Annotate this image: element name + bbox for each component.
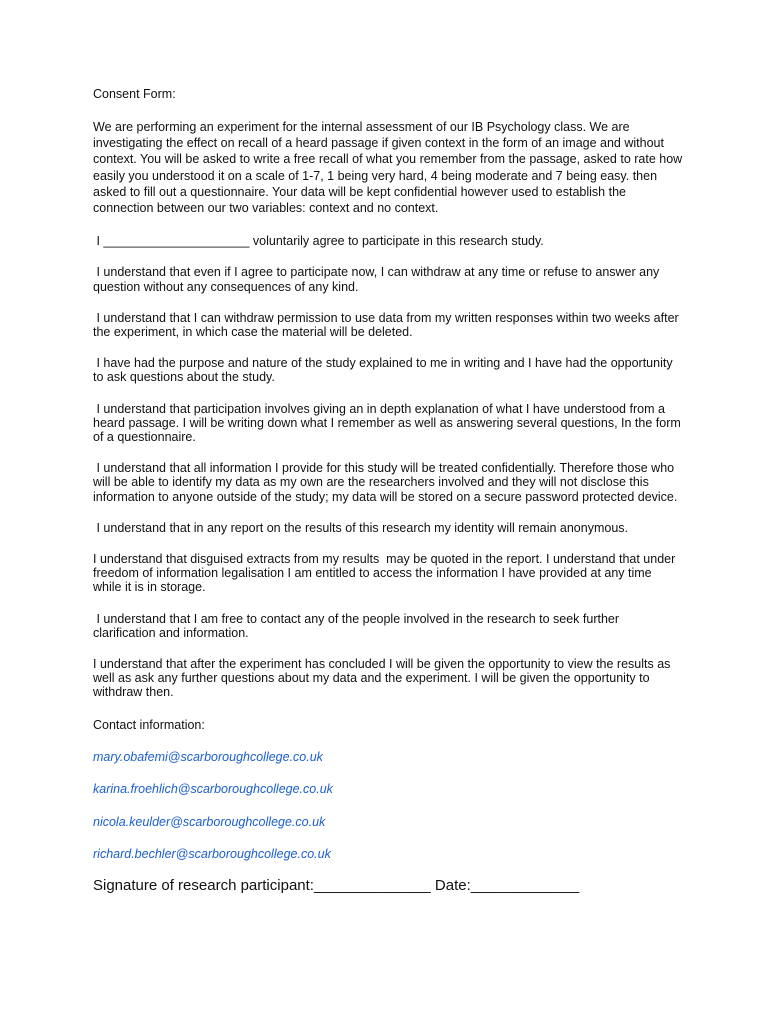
- statement-anonymity: I understand that in any report on the results of this research my identity will remain anonymous.: [93, 520, 628, 535]
- intro-paragraph: We are performing an experiment for the internal assessment of our IB Psychology class. We are investigating the effect on recall of a heard passage if given context in the form of an image and without context. You will be asked to write a free recall of what you remember from the passage, asked to rate how easily you understood it on a scale of 1-7, 1 being very hard, 4 being moderate and 7 being easy. then asked to fill out a questionnaire. Your data will be kept confidential however used to establish the connection between our two variables: context and no context.: [93, 120, 683, 216]
- email-link-karina-froehlich[interactable]: karina.froehlich@scarboroughcollege.co.uk: [93, 782, 333, 797]
- consent-form-document: [93, 86, 683, 895]
- email-link-richard-bechler[interactable]: richard.bechler@scarboroughcollege.co.uk: [93, 847, 331, 862]
- statement-withdraw-anytime: I understand that even if I agree to participate now, I can withdraw at any time or refuse to answer any question without any consequences of any kind.: [93, 265, 663, 294]
- statement-purpose-explained: I have had the purpose and nature of the study explained to me in writing and I have had the opportunity to ask questions about the study.: [93, 356, 677, 385]
- email-link-mary-obafemi[interactable]: mary.obafemi@scarboroughcollege.co.uk: [93, 749, 323, 764]
- document-title: Consent Form:: [93, 87, 176, 101]
- contact-information-label: Contact information:: [93, 717, 205, 732]
- statement-extracts: I understand that disguised extracts from my results may be quoted in the report. I understand that under freedom of information legalisation I am entitled to access the information I have provided at any time while it is in storage.: [93, 552, 679, 595]
- statement-agree: I _____________________ voluntarily agree to participate in this research study.: [93, 234, 544, 249]
- statement-results: I understand that after the experiment has concluded I will be given the opportunity to view the results as well as ask any further questions about my data and the experiment. I will be given the opportunity to withdraw then.: [93, 657, 674, 700]
- email-link-nicola-keulder[interactable]: nicola.keulder@scarboroughcollege.co.uk: [93, 814, 326, 829]
- statement-withdraw-data: I understand that I can withdraw permission to use data from my written responses within two weeks after the experiment, in which case the material will be deleted.: [93, 310, 683, 340]
- statement-confidentiality: I understand that all information I provide for this study will be treated confidentially. Therefore those who will be able to identify my data as my own are the researchers involved and they will not disclose this information to anyone outside of the study; my data will be stored on a secure password protected device.: [93, 461, 678, 504]
- statement-contact: I understand that I am free to contact any of the people involved in the research to seek further clarification and information.: [93, 611, 623, 640]
- signature-date-line: Signature of research participant:______________ Date:_____________: [93, 876, 580, 894]
- statement-participation: I understand that participation involves giving an in depth explanation of what I have understood from a heard passage. I will be writing down what I remember as well as answering several questions, In the form of a questionnaire.: [93, 401, 685, 445]
